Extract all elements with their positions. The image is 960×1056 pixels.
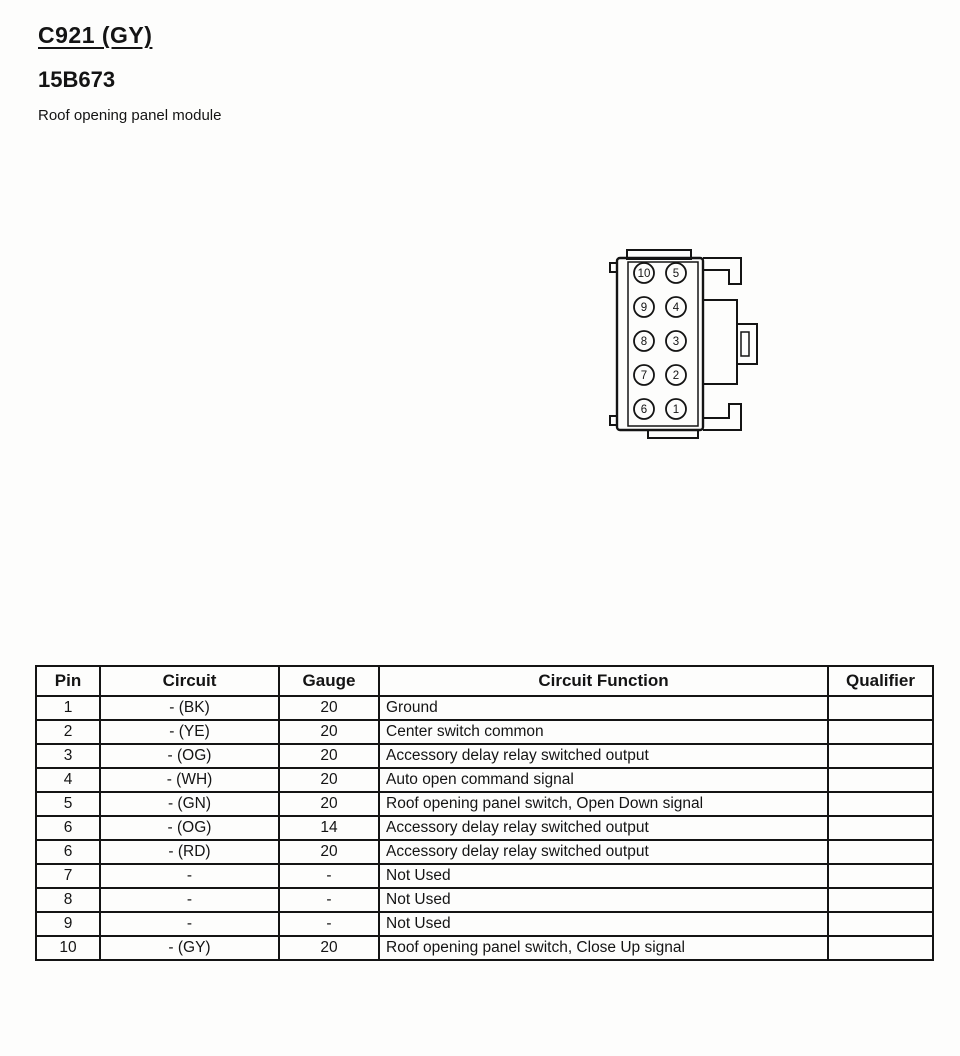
gauge-cell: - (279, 864, 379, 888)
table-row (36, 720, 933, 744)
connector-bottom-tab (648, 430, 698, 438)
circuit-cell: - (WH) (100, 768, 279, 792)
connector-id-title: C921 (GY) (38, 22, 153, 48)
gauge-cell: 20 (279, 768, 379, 792)
pin-number: 3 (672, 336, 680, 348)
pin-cell: 5 (36, 792, 100, 816)
connector-pin-4 (666, 297, 686, 317)
gauge-cell: 14 (279, 816, 379, 840)
gauge-cell: 20 (279, 840, 379, 864)
pin-cell: 6 (36, 840, 100, 864)
connector-pin-7 (634, 365, 654, 385)
function-cell: Auto open command signal (379, 768, 828, 792)
pin-number: 1 (672, 404, 680, 416)
column-header-circuit-function: Circuit Function (379, 666, 828, 696)
pin-cell: 7 (36, 864, 100, 888)
gauge-cell: 20 (279, 936, 379, 960)
circuit-cell: - (GN) (100, 792, 279, 816)
qualifier-cell (828, 744, 933, 768)
pin-number: 2 (672, 370, 680, 382)
function-cell: Ground (379, 696, 828, 720)
table-row (36, 936, 933, 960)
table-row (36, 840, 933, 864)
circuit-cell: - (OG) (100, 816, 279, 840)
function-cell: Not Used (379, 912, 828, 936)
column-header-circuit: Circuit (100, 666, 279, 696)
qualifier-cell (828, 840, 933, 864)
qualifier-cell (828, 912, 933, 936)
pin-number: 4 (672, 302, 680, 314)
table-header-row (36, 666, 933, 696)
circuit-cell: - (BK) (100, 696, 279, 720)
table-row (36, 744, 933, 768)
pin-cell: 4 (36, 768, 100, 792)
function-cell: Accessory delay relay switched output (379, 840, 828, 864)
gauge-cell: 20 (279, 744, 379, 768)
connector-pin-2 (666, 365, 686, 385)
table-row (36, 864, 933, 888)
circuit-cell: - (100, 912, 279, 936)
circuit-cell: - (RD) (100, 840, 279, 864)
table-row (36, 792, 933, 816)
circuit-cell: - (GY) (100, 936, 279, 960)
qualifier-cell (828, 936, 933, 960)
qualifier-cell (828, 720, 933, 744)
pin-cell: 10 (36, 936, 100, 960)
connector-latch-tip (737, 324, 757, 364)
module-description: Roof opening panel module (38, 107, 222, 124)
function-cell: Not Used (379, 864, 828, 888)
table-row (36, 816, 933, 840)
circuit-cell: - (100, 864, 279, 888)
qualifier-cell (828, 888, 933, 912)
column-header-pin: Pin (36, 666, 100, 696)
function-cell: Center switch common (379, 720, 828, 744)
pin-number: 7 (640, 370, 648, 382)
pin-cell: 2 (36, 720, 100, 744)
circuit-cell: - (100, 888, 279, 912)
gauge-cell: 20 (279, 696, 379, 720)
pin-cell: 1 (36, 696, 100, 720)
qualifier-cell (828, 768, 933, 792)
table-row (36, 768, 933, 792)
gauge-cell: - (279, 912, 379, 936)
connector-pin-6 (634, 399, 654, 419)
gauge-cell: 20 (279, 792, 379, 816)
pin-cell: 9 (36, 912, 100, 936)
qualifier-cell (828, 792, 933, 816)
connector-pin-10 (634, 263, 654, 283)
connector-pin-1 (666, 399, 686, 419)
qualifier-cell (828, 816, 933, 840)
connector-top-right-hook (703, 258, 741, 284)
qualifier-cell (828, 864, 933, 888)
connector-pin-9 (634, 297, 654, 317)
pin-number: 6 (640, 404, 648, 416)
pin-number: 5 (672, 268, 680, 280)
part-number: 15B673 (38, 67, 116, 92)
pin-number: 9 (640, 302, 648, 314)
function-cell: Accessory delay relay switched output (379, 744, 828, 768)
function-cell: Roof opening panel switch, Open Down signal (379, 792, 828, 816)
pin-cell: 8 (36, 888, 100, 912)
function-cell: Roof opening panel switch, Close Up signal (379, 936, 828, 960)
pin-cell: 6 (36, 816, 100, 840)
gauge-cell: - (279, 888, 379, 912)
circuit-cell: - (YE) (100, 720, 279, 744)
circuit-cell: - (OG) (100, 744, 279, 768)
connector-latch-slot (741, 332, 749, 356)
column-header-qualifier: Qualifier (828, 666, 933, 696)
table-row (36, 888, 933, 912)
pinout-table (35, 665, 934, 961)
connector-pin-8 (634, 331, 654, 351)
connector-bottom-right-hook (703, 404, 741, 430)
connector-latch-arm (703, 300, 737, 384)
connector-pin-5 (666, 263, 686, 283)
function-cell: Not Used (379, 888, 828, 912)
connector-diagram (603, 242, 768, 442)
column-header-gauge: Gauge (279, 666, 379, 696)
pin-number: 10 (637, 268, 651, 280)
pin-number: 8 (640, 336, 648, 348)
qualifier-cell (828, 696, 933, 720)
table-row (36, 696, 933, 720)
gauge-cell: 20 (279, 720, 379, 744)
function-cell: Accessory delay relay switched output (379, 816, 828, 840)
table-row (36, 912, 933, 936)
connector-pins (634, 263, 686, 419)
connector-pin-3 (666, 331, 686, 351)
connector-body (617, 258, 703, 430)
pin-cell: 3 (36, 744, 100, 768)
